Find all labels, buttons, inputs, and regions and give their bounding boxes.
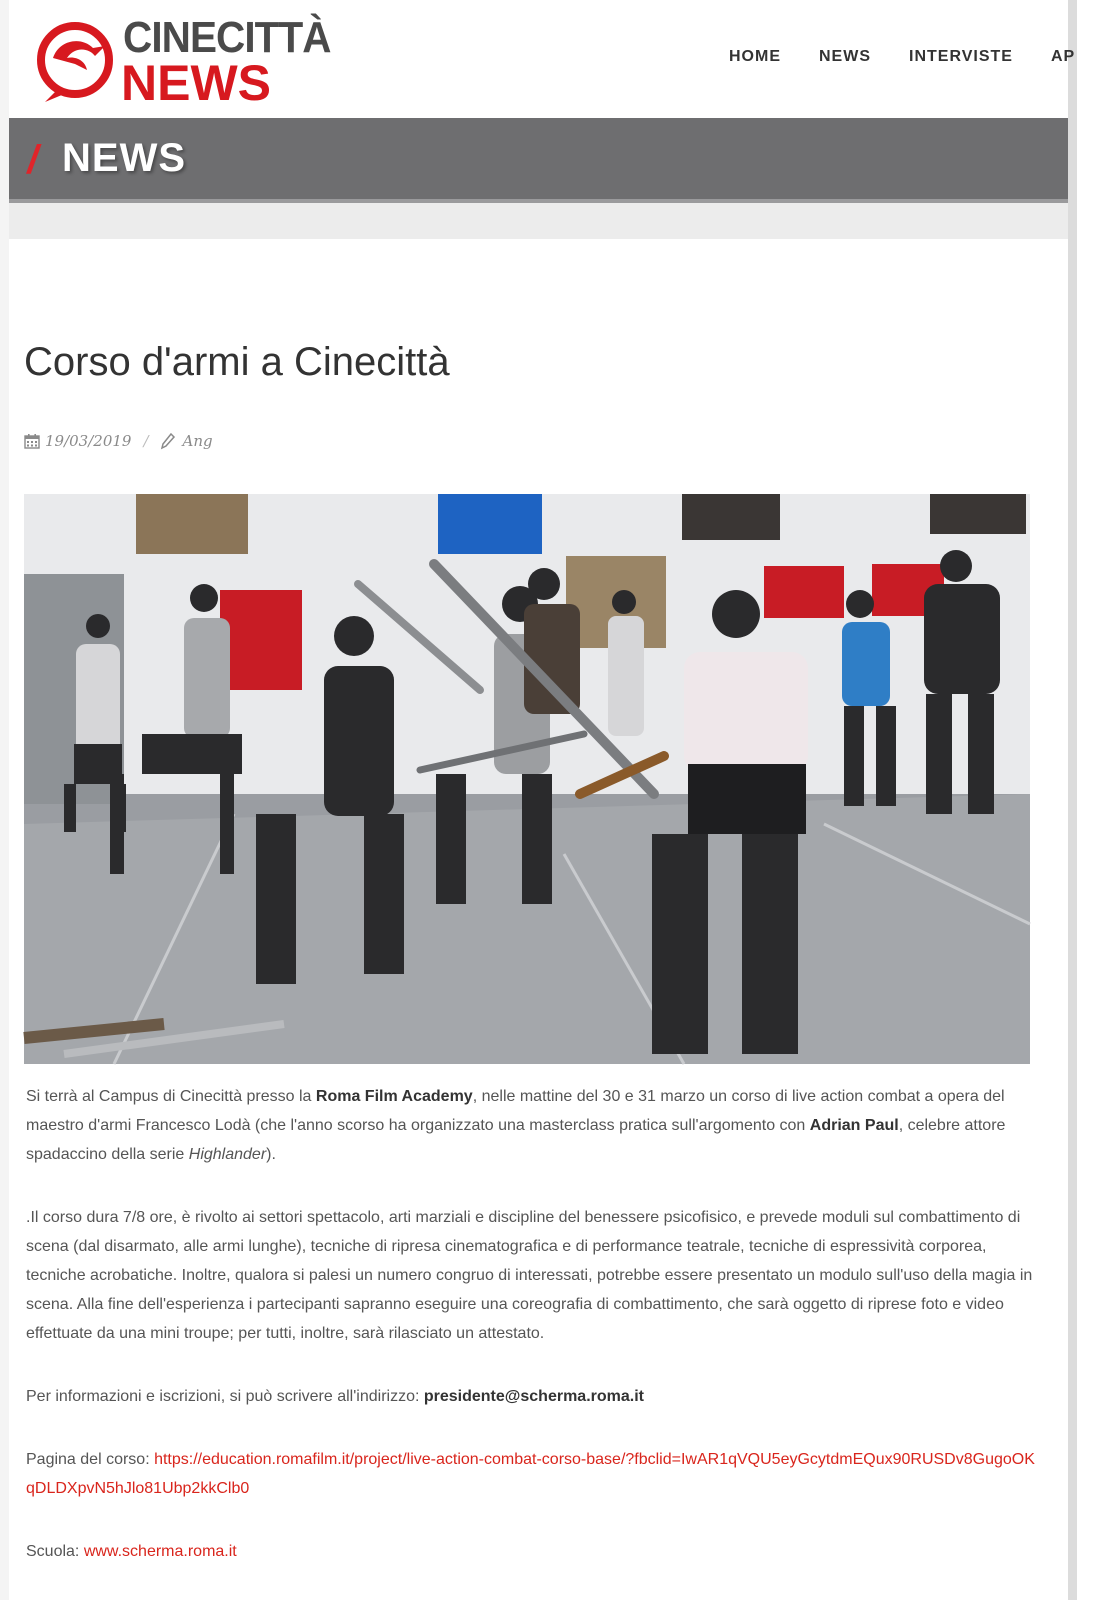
course-page-label: Pagina del corso: (26, 1451, 155, 1468)
pencil-icon (161, 433, 175, 449)
left-frame (0, 0, 9, 1600)
nav-news[interactable]: NEWS (819, 48, 871, 65)
nav-interviste[interactable]: INTERVISTE (909, 48, 1013, 65)
calendar-icon (24, 433, 40, 449)
article-paragraph-1 (26, 1082, 1036, 1169)
course-page-link[interactable]: https://education.romafilm.it/project/live-action-combat-corso-base/?fbclid=IwAR1qVQU5eyGcytdmEQux90RUSDv8GugoOKqDLDXpvN5hJlo81Ubp2kkClb0 (26, 1451, 1035, 1497)
site-header (9, 0, 1076, 118)
p1-bold-actor: Adrian Paul (809, 1117, 899, 1134)
logo-mark-icon (35, 18, 119, 106)
article-paragraph-5 (26, 1537, 1036, 1566)
site-logo[interactable] (35, 13, 331, 111)
article-hero-image (24, 494, 1030, 1064)
article-paragraph-2: .Il corso dura 7/8 ore, è rivolto ai settori spettacolo, arti marziali e discipline del benessere psicofisico, e prevede moduli sul combattimento di scena (dal disarmato, alle armi lunghe), tecniche di ripresa cinematografica e di performance teatrale, tecniche di espressività corporea, tecniche acrobatiche. Inoltre, qualora si palesi un numero congruo di interessati, potrebbe essere presentato un modulo sull'uso della magia in scena. Alla fine dell'esperienza i partecipanti sapranno eseguire una coreografia di combattimento, che sarà oggetto di riprese foto e video effettuate da una mini troupe; per tutti, inoltre, sarà rilasciato un attestato. (26, 1209, 1033, 1342)
logo-line1: CINECITTÀ (123, 13, 331, 62)
contact-email[interactable]: presidente@scherma.roma.it (423, 1388, 644, 1405)
p1-text-e: , celebre attore spadaccino della serie (26, 1117, 1006, 1163)
right-scrollbar-track[interactable] (1068, 0, 1077, 1600)
banner-slash-mark: / (24, 138, 44, 182)
article-meta (24, 432, 213, 450)
p1-text-c: , nelle mattine del 30 e 31 marzo un corso di live action combat a opera del maestro d'armi Francesco Lodà (che l'anno scorso ha organizzato una masterclass pratica sull'argomento con (26, 1088, 1005, 1134)
p1-bold-academy: Roma Film Academy (315, 1088, 473, 1105)
school-link[interactable]: www.scherma.roma.it (83, 1543, 237, 1560)
breadcrumb-bar (9, 203, 1068, 239)
section-title: NEWS (62, 136, 186, 180)
p3-text: Per informazioni e iscrizioni, si può scrivere all'indirizzo: (26, 1388, 424, 1405)
article-body (26, 1082, 1036, 1600)
article-paragraph-3 (26, 1382, 1036, 1411)
p1-text-a: Si terrà al Campus di Cinecittà presso la (26, 1088, 316, 1105)
p1-text-g: ). (266, 1146, 276, 1163)
p1-italic-series: Highlander (188, 1146, 267, 1163)
article-date: 19/03/2019 (45, 432, 132, 450)
article-paragraph-4 (26, 1445, 1036, 1503)
fencing-class-photo-icon (24, 494, 1030, 1064)
nav-home[interactable]: HOME (729, 48, 781, 65)
logo-line2: NEWS (121, 55, 271, 111)
article-author[interactable]: Ang (182, 432, 213, 450)
article-title: Corso d'armi a Cinecittà (24, 340, 450, 384)
nav-ap-truncated[interactable]: AP (1050, 48, 1076, 65)
meta-separator: / (143, 432, 149, 450)
school-label: Scuola: (26, 1543, 84, 1560)
main-nav (729, 48, 1113, 66)
